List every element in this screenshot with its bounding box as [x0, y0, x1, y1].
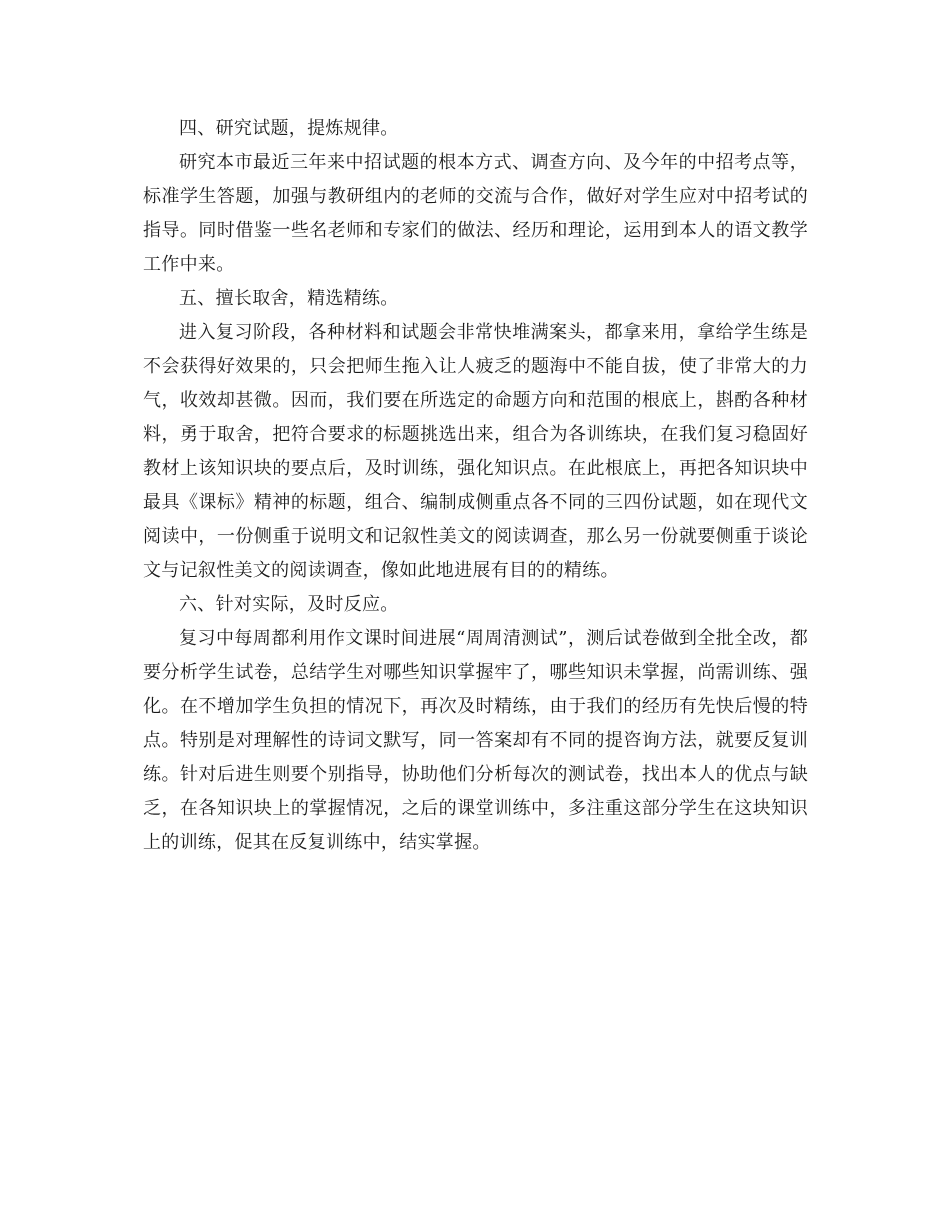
paragraph-selection: 进入复习阶段，各种材料和试题会非常快堆满案头，都拿来用，拿给学生练是不会获得好效果的，只会把师生拖入让人疲乏的题海中不能自拔，使了非常大的力气，收效却甚微。因而，我们要在所选定的命题方向和范围的根底上，斟酌各种材料，勇于取舍，把符合要求的标题挑选出来，组合为各训练块，在我们复习稳固好教材上该知识块的要点后，及时训练，强化知识点。在此根底上，再把各知识块中最具《课标》精神的标题，组合、编制成侧重点各不同的三四份试题，如在现代文阅读中，一份侧重于说明文和记叙性美文的阅读调查，那么另一份就要侧重于谈论文与记叙性美文的阅读调查，像如此地进展有目的的精练。 [143, 322, 808, 581]
section-heading-5: 五、擅长取舍，精选精练。 [179, 288, 399, 309]
section-heading-6: 六、针对实际，及时反应。 [179, 594, 399, 615]
document-body [143, 112, 808, 860]
paragraph-feedback: 复习中每周都利用作文课时间进展“周周清测试”，测后试卷做到全批全改，都要分析学生试卷，总结学生对哪些知识掌握牢了，哪些知识未掌握，尚需训练、强化。在不增加学生负担的情况下，再次及时精练，由于我们的经历有先快后慢的特点。特别是对理解性的诗词文默写，同一答案却有不同的提咨询方法，就要反复训练。针对后进生则要个别指导，协助他们分析每次的测试卷，找出本人的优点与缺乏，在各知识块上的掌握情况，之后的课堂训练中，多注重这部分学生在这块知识上的训练，促其在反复训练中，结实掌握。 [143, 628, 808, 853]
paragraph-research: 研究本市最近三年来中招试题的根本方式、调查方向、及今年的中招考点等，标准学生答题，加强与教研组内的老师的交流与合作，做好对学生应对中招考试的指导。同时借鉴一些名老师和专家们的做法、经历和理论，运用到本人的语文教学工作中来。 [143, 152, 808, 275]
section-heading-4: 四、研究试题，提炼规律。 [179, 118, 399, 139]
